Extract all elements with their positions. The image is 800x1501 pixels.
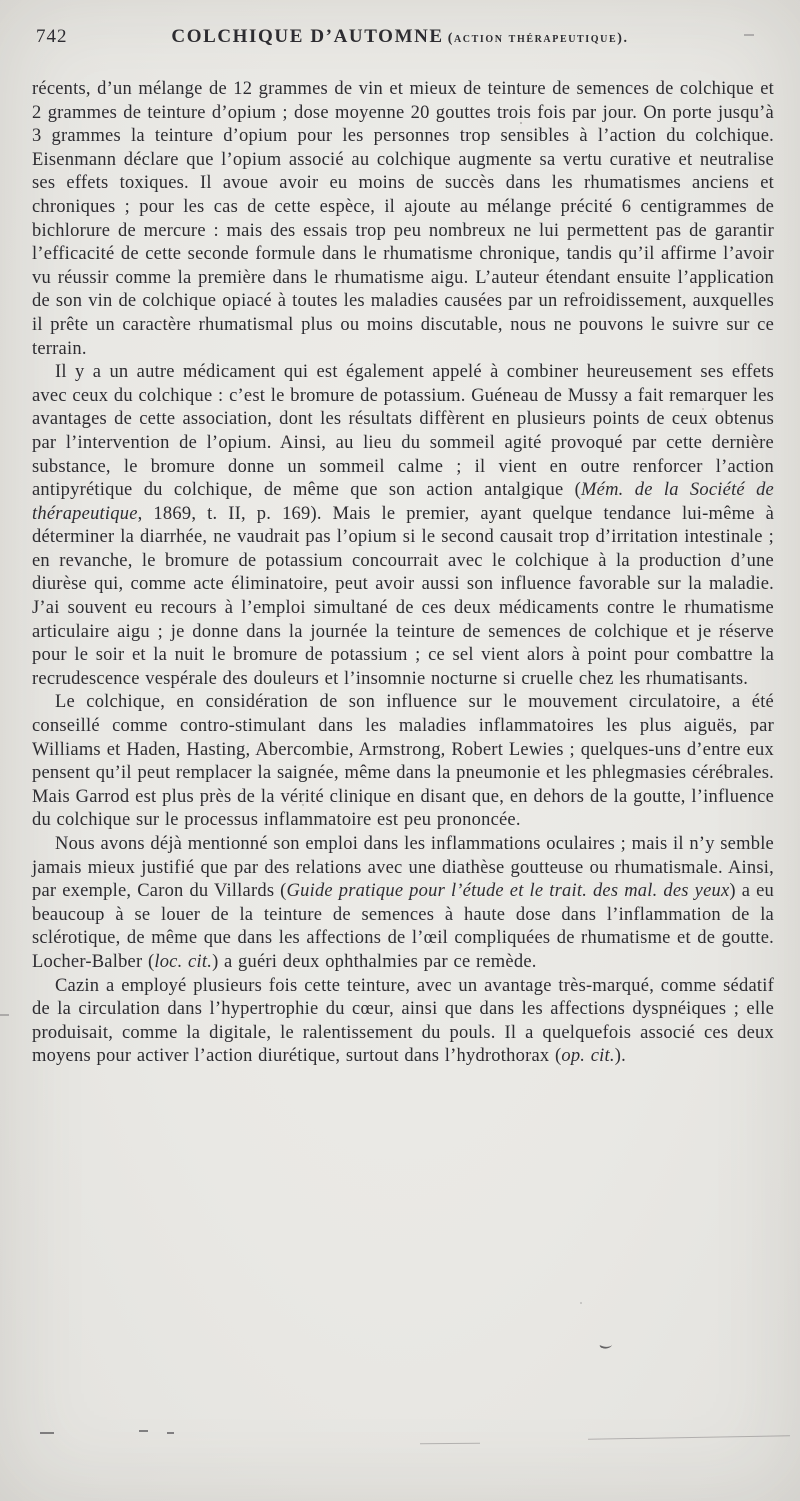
- scan-artifact-dash: [139, 1430, 148, 1432]
- page-number: 742: [36, 26, 68, 47]
- text-run: Nous avons déjà mentionné son emploi dans les inflammations oculaires ; mais il n’y semble jamais mieux justifié que par des relations avec une diathèse goutteuse ou rhumatismale. Ainsi, par exemple, Caron du Villards (: [32, 834, 774, 902]
- scan-artifact-line: [420, 1443, 480, 1445]
- text-run: , 1869, t. II, p. 169). Mais le premier, ayant quelque tendance lui-même à déterminer la diarrhée, ne vaudrait pas l’opium si le second causait trop d’irritation intestinale ; en revanche, le bromure de potassium concourrait avec le colchique à la production d’une diurèse qui, comme acte éliminatoire, peut avoir aussi son influence favorable sur la maladie. J’ai souvent eu recours à l’emploi simultané de ces deux médicaments contre le rhumatisme articulaire aigu ; je donne dans la journée la teinture de semences de colchique et je réserve pour le soir et la nuit le bromure de potassium ; ce sel vient alors à point pour combattre la recrudescence vespérale des douleurs et l’insomnie nocturne si cruelle chez les rhumatisants.: [32, 503, 774, 689]
- italic-citation: Guide pratique pour l’étude et le trait. des mal. des yeux: [286, 881, 730, 902]
- scan-artifact-penmark: [599, 1339, 613, 1351]
- paragraph: [32, 833, 774, 975]
- running-title-subtitle: (action thérapeutique).: [447, 31, 629, 46]
- text-run: Il y a un autre médicament qui est également appelé à combiner heureusement ses effets avec ceux du colchique : c’est le bromure de potassium. Guéneau de Mussy a fait remarquer les avantages de cette association, dont les résultats diffèrent en plusieurs points de ceux obtenus par l’intervention de l’opium. Ainsi, au lieu du sommeil agité provoqué par cette dernière substance, le bromure donne un sommeil calme ; il vient en outre renforcer l’action antipyrétique du colchique, de même que son action antalgique (: [32, 362, 774, 501]
- paragraph: [32, 78, 774, 361]
- text-run: ) a eu beaucoup à se louer de la teinture de semences à haute dose dans l’inflammation de la sclérotique, de même que dans les affections de l’œil compliquées de rhumatisme et de goutte. Locher-Balber (: [32, 881, 774, 972]
- scan-artifact-dash: [0, 1014, 9, 1016]
- page-header: [0, 0, 800, 56]
- scan-artifact-dash: [744, 34, 754, 36]
- scan-artifact-line: [588, 1435, 790, 1440]
- scan-artifact-specks: [520, 122, 522, 124]
- text-run: ) a guéri deux ophthalmies par ce remède.: [212, 951, 537, 972]
- text-run: Cazin a employé plusieurs fois cette teinture, avec un avantage très-marqué, comme sédatif de la circulation dans l’hypertrophie du cœur, ainsi que dans les affections dyspnéiques ; elle produisait, comme la digitale, le ralentissement du pouls. Il a quelquefois associé ces deux moyens pour activer l’action diurétique, surtout dans l’hydrothorax (: [32, 975, 774, 1067]
- italic-citation: Mém. de la Société de thérapeutique: [32, 480, 774, 524]
- running-title-main: COLCHIQUE D’AUTOMNE: [171, 26, 444, 47]
- scan-artifact-dash: [40, 1432, 54, 1434]
- page-body: [32, 78, 774, 1069]
- running-title: [0, 26, 800, 48]
- paragraph: [32, 361, 774, 691]
- paragraph: [32, 691, 774, 833]
- text-run: récents, d’un mélange de 12 grammes de vin et mieux de teinture de semences de colchique et 2 grammes de teinture d’opium ; dose moyenne 20 gouttes trois fois par jour. On porte jusqu’à 3 grammes la teinture d’opium pour les personnes trop sensibles à l’action du colchique. Eisenmann déclare que l’opium associé au colchique augmente sa vertu curative et neutralise ses effets toxiques. Il avoue avoir eu moins de succès dans les rhumatismes anciens et chroniques ; pour les cas de cette espèce, il ajoute au mélange précité 6 centigrammes de bichlorure de mercure : mais des essais trop peu nombreux ne lui permettent pas de garantir l’efficacité de cette seconde formule dans le rhumatisme chronique, tandis qu’il affirme l’avoir vu réussir comme la première dans le rhumatisme aigu. L’auteur étendant ensuite l’application de son vin de colchique opiacé à toutes les maladies causées par un refroidissement, auxquelles il prête un caractère rhumatismal plus ou moins discutable, nous ne pouvons le suivre sur ce terrain.: [32, 79, 774, 359]
- scan-artifact-dash: [167, 1432, 174, 1434]
- italic-citation: op. cit.: [561, 1046, 615, 1067]
- text-run: Le colchique, en considération de son influence sur le mouvement circulatoire, a été conseillé comme contro-stimulant dans les maladies inflammatoires les plus aiguës, par Williams et Haden, Hasting, Abercombie, Armstrong, Robert Lewies ; quelques-uns d’entre eux pensent qu’il peut remplacer la saignée, même dans la pneumonie et les phlegmasies cérébrales. Mais Garrod est plus près de la vérité clinique en disant que, en dehors de la goutte, l’influence du colchique sur le processus inflammatoire est peu prononcée.: [32, 692, 774, 831]
- paragraph: [32, 975, 774, 1069]
- italic-citation: loc. cit.: [154, 951, 213, 972]
- text-run: ).: [614, 1046, 626, 1067]
